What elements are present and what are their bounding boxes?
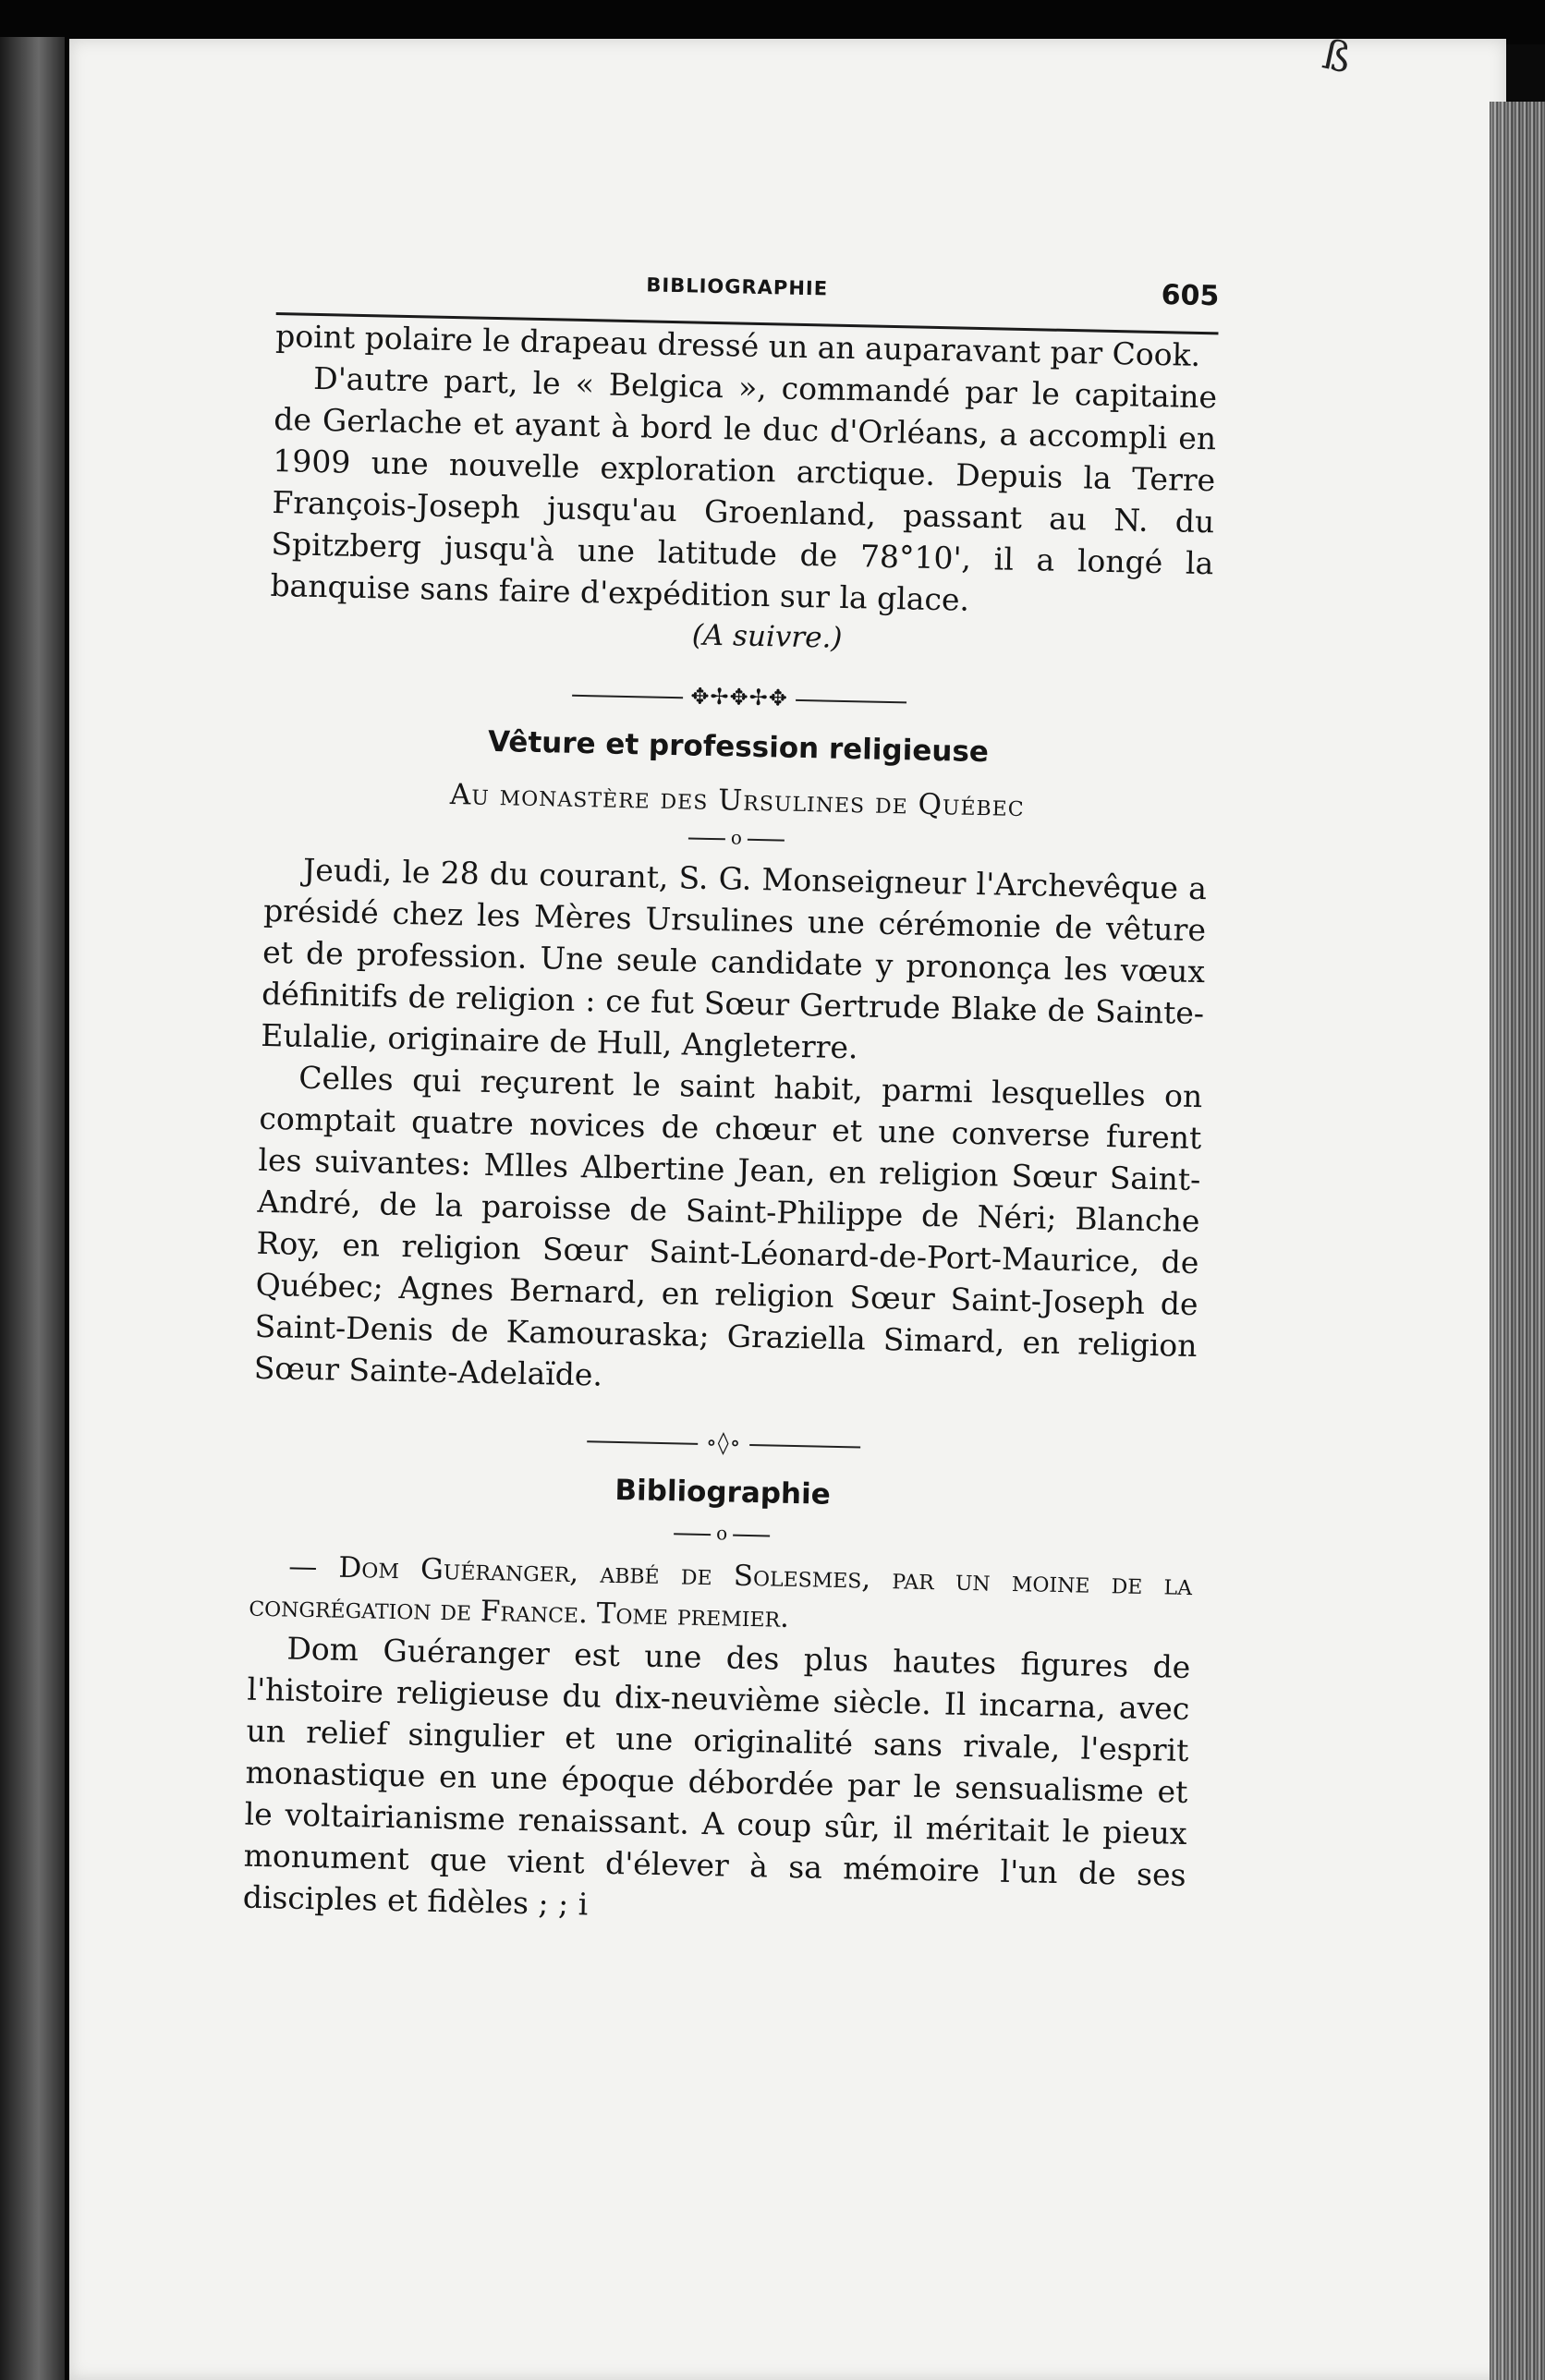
section-title-bibliographie: Bibliographie xyxy=(614,1473,832,1512)
to-be-continued: (A suivre.) xyxy=(691,618,843,655)
page-number: 605 xyxy=(1161,279,1220,313)
small-rule-right xyxy=(733,1534,770,1536)
page-content xyxy=(242,257,1219,1937)
small-rule-right xyxy=(748,838,785,841)
divider-fleuron: ✥✢✥✢✥ xyxy=(690,683,789,711)
section-divider-ornament-2 xyxy=(252,1420,1195,1465)
margin-pencil-mark: ß xyxy=(1319,30,1356,83)
small-divider-circle: o xyxy=(730,826,743,849)
divider-rule-left xyxy=(572,694,683,698)
veture-paragraph-2: Celles qui reçurent le saint habit, parmi lesquelles on comptait quatre novices de chœur et une converse furent les suivantes: Mlles Albertine Jean, en religion Sœur Saint-André, de la paroisse de Saint-Philippe de Néri; Blanche Roy, en religion Sœur Saint-Léonard-de-Port-Maurice, de Québec; Agnes Bernard, en religion Sœur Saint-Joseph de Saint-Denis de Kamouraska; Graziella Simard, en religion Sœur Sainte-Adelaïde. xyxy=(253,1059,1203,1393)
section-subtitle-veture: Au monastère des Ursulines de Québec xyxy=(449,778,1026,824)
book-entry-title: — Dom Guéranger, abbé de Solesmes, par un moine de la congrégation de France. Tome premier. xyxy=(249,1549,1193,1634)
small-rule-left xyxy=(688,837,725,840)
small-divider-circle: o xyxy=(715,1522,728,1545)
divider-fleuron: ∘◊∘ xyxy=(705,1429,742,1456)
page-stack-edge xyxy=(1490,102,1545,2380)
divider-rule-right xyxy=(749,1443,860,1448)
section-divider-ornament xyxy=(268,674,1210,720)
running-title: BIBLIOGRAPHIE xyxy=(646,273,829,300)
scan-frame-top xyxy=(0,0,1545,44)
veture-paragraph-1: Jeudi, le 28 du courant, S. G. Monseigneur l'Archevêque a présidé chez les Mères Ursulines une cérémonie de vêture et de profession. Une seule candidate y prononça les vœux définitifs de religion : ce fut Sœur Gertrude Blake de Sainte-Eulalie, originaire de Hull, Angleterre. xyxy=(260,851,1208,1066)
divider-rule-right xyxy=(796,698,906,703)
continuation-paragraph: D'autre part, le « Belgica », commandé par le capitaine de Gerlache et ayant à bord le duc d'Orléans, a accompli en 1909 une nouvelle exploration arctique. Depuis la Terre François-Joseph jusqu'au Groenland, passant au N. du Spitzberg jusqu'à une latitude de 78°10', il a longé la banquise sans faire d'expédition sur la glace. xyxy=(270,359,1218,618)
facing-page-edge xyxy=(0,37,65,2380)
book-review-paragraph: Dom Guéranger est une des plus hautes figures de l'histoire religieuse du dix-neuvième siècle. Il incarna, avec un relief singulier et une originalité sans rivale, l'esprit monastique en une époque débordée par le sensualisme et le voltairianisme renaissant. A coup sûr, il méritait le pieux monument que vient d'élever à sa mémoire l'un de ses disciples et fidèles ; ; i xyxy=(242,1630,1191,1923)
divider-rule-left xyxy=(587,1440,698,1445)
section-title-veture: Vêture et profession religieuse xyxy=(487,724,990,770)
continuation-first-line: point polaire le drapeau dressé un an auparavant par Cook. xyxy=(274,317,1201,373)
small-rule-left xyxy=(674,1533,711,1536)
